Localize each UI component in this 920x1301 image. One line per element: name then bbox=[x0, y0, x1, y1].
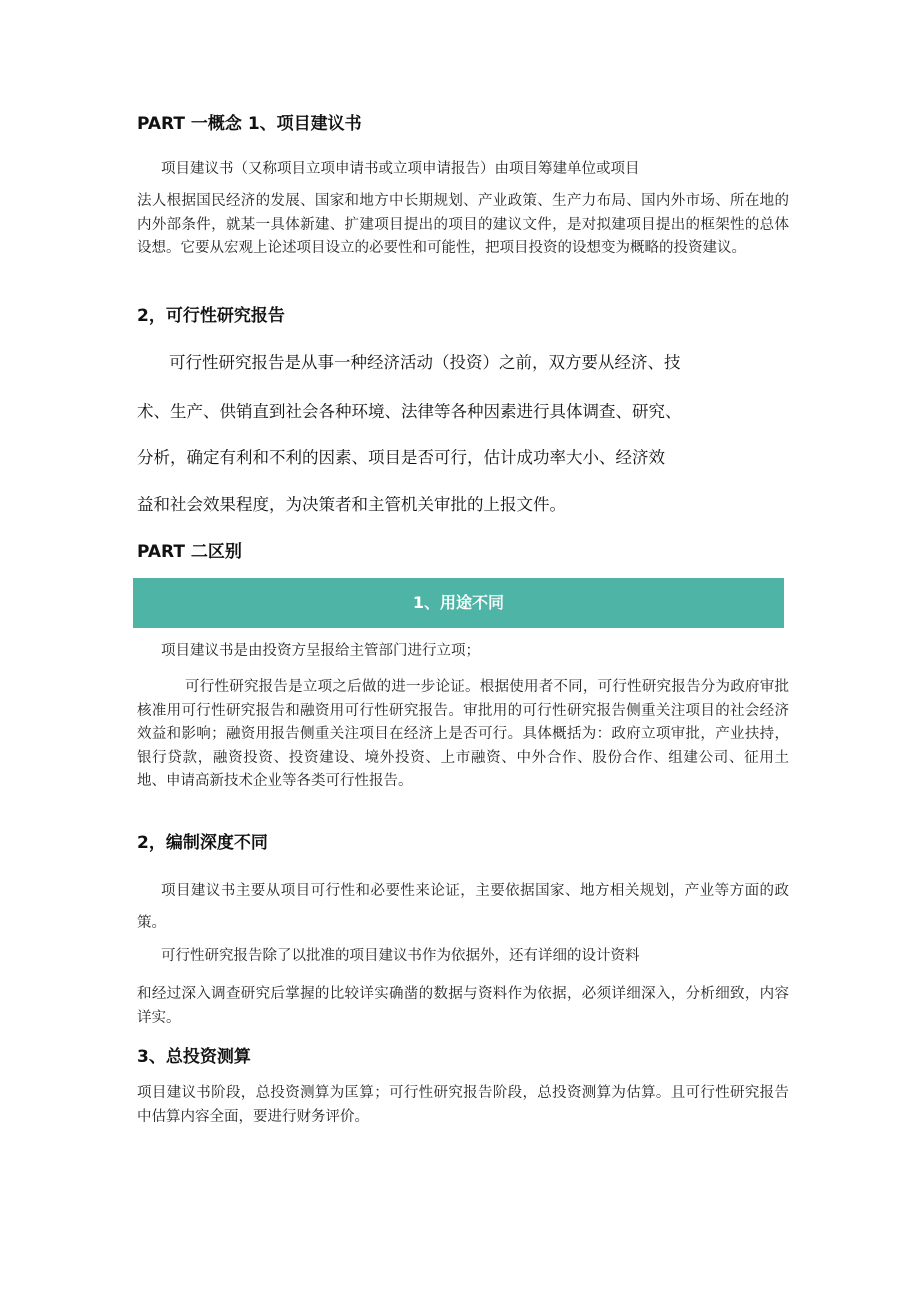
section1-para-line1: 项目建议书（又称项目立项申请书或立项申请报告）由项目筹建单位或项目 bbox=[161, 161, 640, 177]
section4-para: 项目建议书阶段，总投资测算为匡算；可行性研究报告阶段，总投资测算为估算。且可行性研究报告中估算内容全面，要进行财务评价。 bbox=[137, 1085, 789, 1125]
section1-heading: PART 一概念 1、项目建议书 bbox=[137, 114, 362, 134]
part2-heading: PART 二区别 bbox=[137, 542, 242, 562]
section2-line4: 益和社会效果程度，为决策者和主管机关审批的上报文件。 bbox=[137, 495, 566, 514]
section4-heading: 3、总投资测算 bbox=[137, 1047, 251, 1067]
usage-banner bbox=[133, 578, 784, 628]
section2-heading: 2，可行性研究报告 bbox=[137, 306, 285, 326]
usage-banner-title: 1、用途不同 bbox=[412, 593, 505, 612]
part2-para2: 可行性研究报告是立项之后做的进一步论证。根据使用者不同，可行性研究报告分为政府审批核准用可行性研究报告和融资用可行性研究报告。审批用的可行性研究报告侧重关注项目的社会经济效益和影响；融资用报告侧重关注项目在经济上是否可行。具体概括为：政府立项审批，产业扶持，银行贷款，融资投资、投资建设、境外投资、上市融资、中外合作、股份合作、组建公司、征用土地、申请高新技术企业等各类可行性报告。 bbox=[137, 679, 789, 789]
section3-heading: 2，编制深度不同 bbox=[137, 833, 268, 853]
part2-para1: 项目建议书是由投资方呈报给主管部门进行立项； bbox=[161, 643, 480, 659]
section2-line1: 可行性研究报告是从事一种经济活动（投资）之前，双方要从经济、技 bbox=[169, 353, 681, 372]
section3-para2-rest: 和经过深入调查研究后掌握的比较详实确凿的数据与资料作为依据，必须详细深入，分析细致，内容详实。 bbox=[137, 986, 789, 1026]
section3-para1: 项目建议书主要从项目可行性和必要性来论证，主要依据国家、地方相关规划，产业等方面的政策。 bbox=[137, 883, 789, 931]
section2-line3: 分析，确定有利和不利的因素、项目是否可行，估计成功率大小、经济效 bbox=[137, 448, 665, 467]
section1-para-rest: 法人根据国民经济的发展、国家和地方中长期规划、产业政策、生产力布局、国内外市场、所在地的内外部条件，就某一具体新建、扩建项目提出的项目的建议文件，是对拟建项目提出的框架性的总体设想。它要从宏观上论述项目设立的必要性和可能性，把项目投资的设想变为概略的投资建议。 bbox=[137, 193, 789, 256]
section2-line2: 术、生产、供销直到社会各种环境、法律等各种因素进行具体调查、研究、 bbox=[137, 402, 682, 421]
section3-para2-line1: 可行性研究报告除了以批准的项目建议书作为依据外，还有详细的设计资料 bbox=[161, 948, 640, 964]
